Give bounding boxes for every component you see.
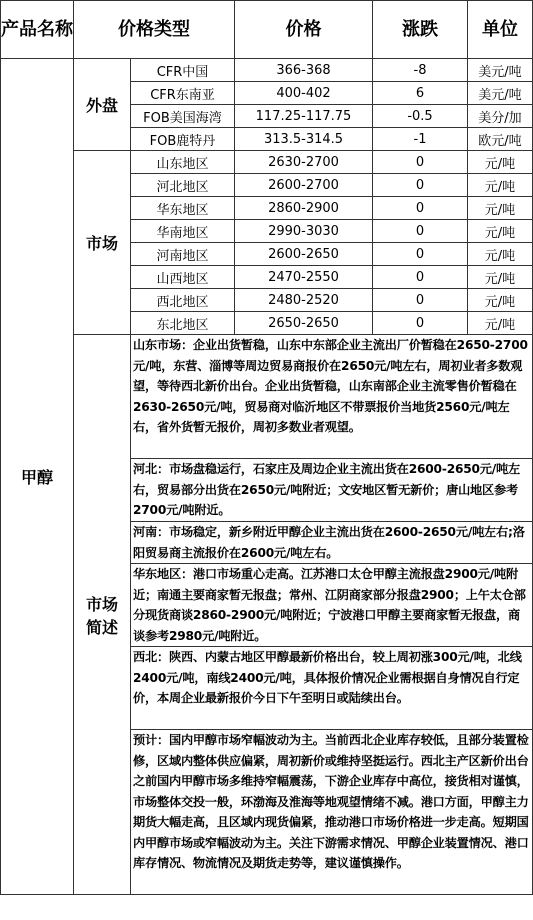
unit-cell: 元/吨	[468, 220, 533, 243]
header-product: 产品名称	[1, 1, 74, 59]
change-cell: 0	[373, 174, 468, 197]
price-cell: 117.25-117.75	[235, 105, 373, 128]
change-cell: 0	[373, 197, 468, 220]
summary-forecast: 预计：国内甲醇市场窄幅波动为主。当前西北企业库存较低，且部分装置检修，区域内整体供应偏紧，周初新价或维持坚挺运行。西北主产区新价出台之前国内甲醇市场多维持窄幅震荡，下游企业库存中高位，接货相对谨慎，市场整体交投一般，环渤海及淮海等地观望情绪不减。港口方面，甲醇主力期货大幅走高，且区域内现货偏紧，推动港口市场价格进一步走高。短期国内甲醇市场或窄幅波动为主。关注下游需求情况、甲醇企业装置情况、港口库存情况、物流情况及期货走势等，建议谨慎操作。	[131, 730, 533, 895]
change-cell: -0.5	[373, 105, 468, 128]
change-cell: -8	[373, 59, 468, 82]
unit-cell: 元/吨	[468, 312, 533, 335]
price-type-cell: 东北地区	[131, 312, 235, 335]
price-type-cell: 河南地区	[131, 243, 235, 266]
price-cell: 2600-2650	[235, 243, 373, 266]
price-cell: 2600-2700	[235, 174, 373, 197]
price-cell: 366-368	[235, 59, 373, 82]
price-type-cell: 河北地区	[131, 174, 235, 197]
unit-cell: 元/吨	[468, 289, 533, 312]
price-type-cell: CFR中国	[131, 59, 235, 82]
change-cell: -1	[373, 128, 468, 151]
price-type-cell: 华东地区	[131, 197, 235, 220]
price-cell: 313.5-314.5	[235, 128, 373, 151]
header-unit: 单位	[468, 1, 533, 59]
header-change: 涨跌	[373, 1, 468, 59]
change-cell: 0	[373, 243, 468, 266]
unit-cell: 美元/吨	[468, 82, 533, 105]
summary-hebei: 河北：市场盘稳运行，石家庄及周边企业主流出货在2600-2650元/吨左右，贸易部分出货在2650元/吨附近；文安地区暂无新价；唐山地区参考2700元/吨附近。	[131, 459, 533, 522]
summary-shandong: 山东市场：企业出货暂稳，山东中东部企业主流出厂价暂稳在2650-2700元/吨，东营、淄博等周边贸易商报价在2650元/吨左右，周初业者多数观望，等待西北新价出台。企业出货暂稳，山东南部企业主流零售价暂稳在2630-2650元/吨，贸易商对临沂地区不带票报价当地货2560元/吨左右，省外货暂无报价，周初多数业者观望。	[131, 335, 533, 459]
price-cell: 2650-2650	[235, 312, 373, 335]
product-cell: 甲醇	[1, 59, 74, 895]
summary-xibei: 西北：陕西、内蒙古地区甲醇最新价格出台，较上周初涨300元/吨，北线2400元/吨，南线2400元/吨，具体报价情况企业需根据自身情况自行定价，本周企业最新报价今日下午至明日或陆续出台。	[131, 647, 533, 730]
change-cell: 0	[373, 312, 468, 335]
unit-cell: 欧元/吨	[468, 128, 533, 151]
price-cell: 2480-2520	[235, 289, 373, 312]
unit-cell: 元/吨	[468, 266, 533, 289]
price-type-cell: 西北地区	[131, 289, 235, 312]
unit-cell: 元/吨	[468, 243, 533, 266]
summary-huadong: 华东地区：港口市场重心走高。江苏港口太仓甲醇主流报盘2900元/吨附近；南通主要商家暂无报盘；常州、江阴商家部分报盘2900；上午太仓部分现货商谈2860-2900元/吨附近；宁波港口甲醇主要商家暂无报盘，商谈参考2980元/吨附近。	[131, 564, 533, 647]
summary-henan: 河南：市场稳定，新乡附近甲醇企业主流出货在2600-2650元/吨左右;洛阳贸易商主流报价在2600元/吨左右。	[131, 522, 533, 564]
change-cell: 0	[373, 220, 468, 243]
change-cell: 6	[373, 82, 468, 105]
price-type-cell: 华南地区	[131, 220, 235, 243]
price-type-cell: FOB鹿特丹	[131, 128, 235, 151]
price-cell: 2990-3030	[235, 220, 373, 243]
price-type-cell: 山东地区	[131, 151, 235, 174]
group-foreign: 外盘	[74, 59, 131, 151]
unit-cell: 美元/吨	[468, 59, 533, 82]
price-cell: 2470-2550	[235, 266, 373, 289]
price-type-cell: FOB美国海湾	[131, 105, 235, 128]
unit-cell: 元/吨	[468, 197, 533, 220]
price-cell: 2860-2900	[235, 197, 373, 220]
price-type-cell: CFR东南亚	[131, 82, 235, 105]
group-market: 市场	[74, 151, 131, 335]
header-price-type: 价格类型	[74, 1, 235, 59]
price-type-cell: 山西地区	[131, 266, 235, 289]
change-cell: 0	[373, 266, 468, 289]
unit-cell: 元/吨	[468, 151, 533, 174]
unit-cell: 美分/加	[468, 105, 533, 128]
change-cell: 0	[373, 289, 468, 312]
group-summary: 市场简述	[74, 335, 131, 895]
summary-row-shandong	[1, 335, 533, 459]
price-cell: 2630-2700	[235, 151, 373, 174]
table-row	[1, 151, 533, 174]
header-price: 价格	[235, 1, 373, 59]
header-row	[1, 1, 533, 59]
table-row	[1, 59, 533, 82]
unit-cell: 元/吨	[468, 174, 533, 197]
change-cell: 0	[373, 151, 468, 174]
price-cell: 400-402	[235, 82, 373, 105]
